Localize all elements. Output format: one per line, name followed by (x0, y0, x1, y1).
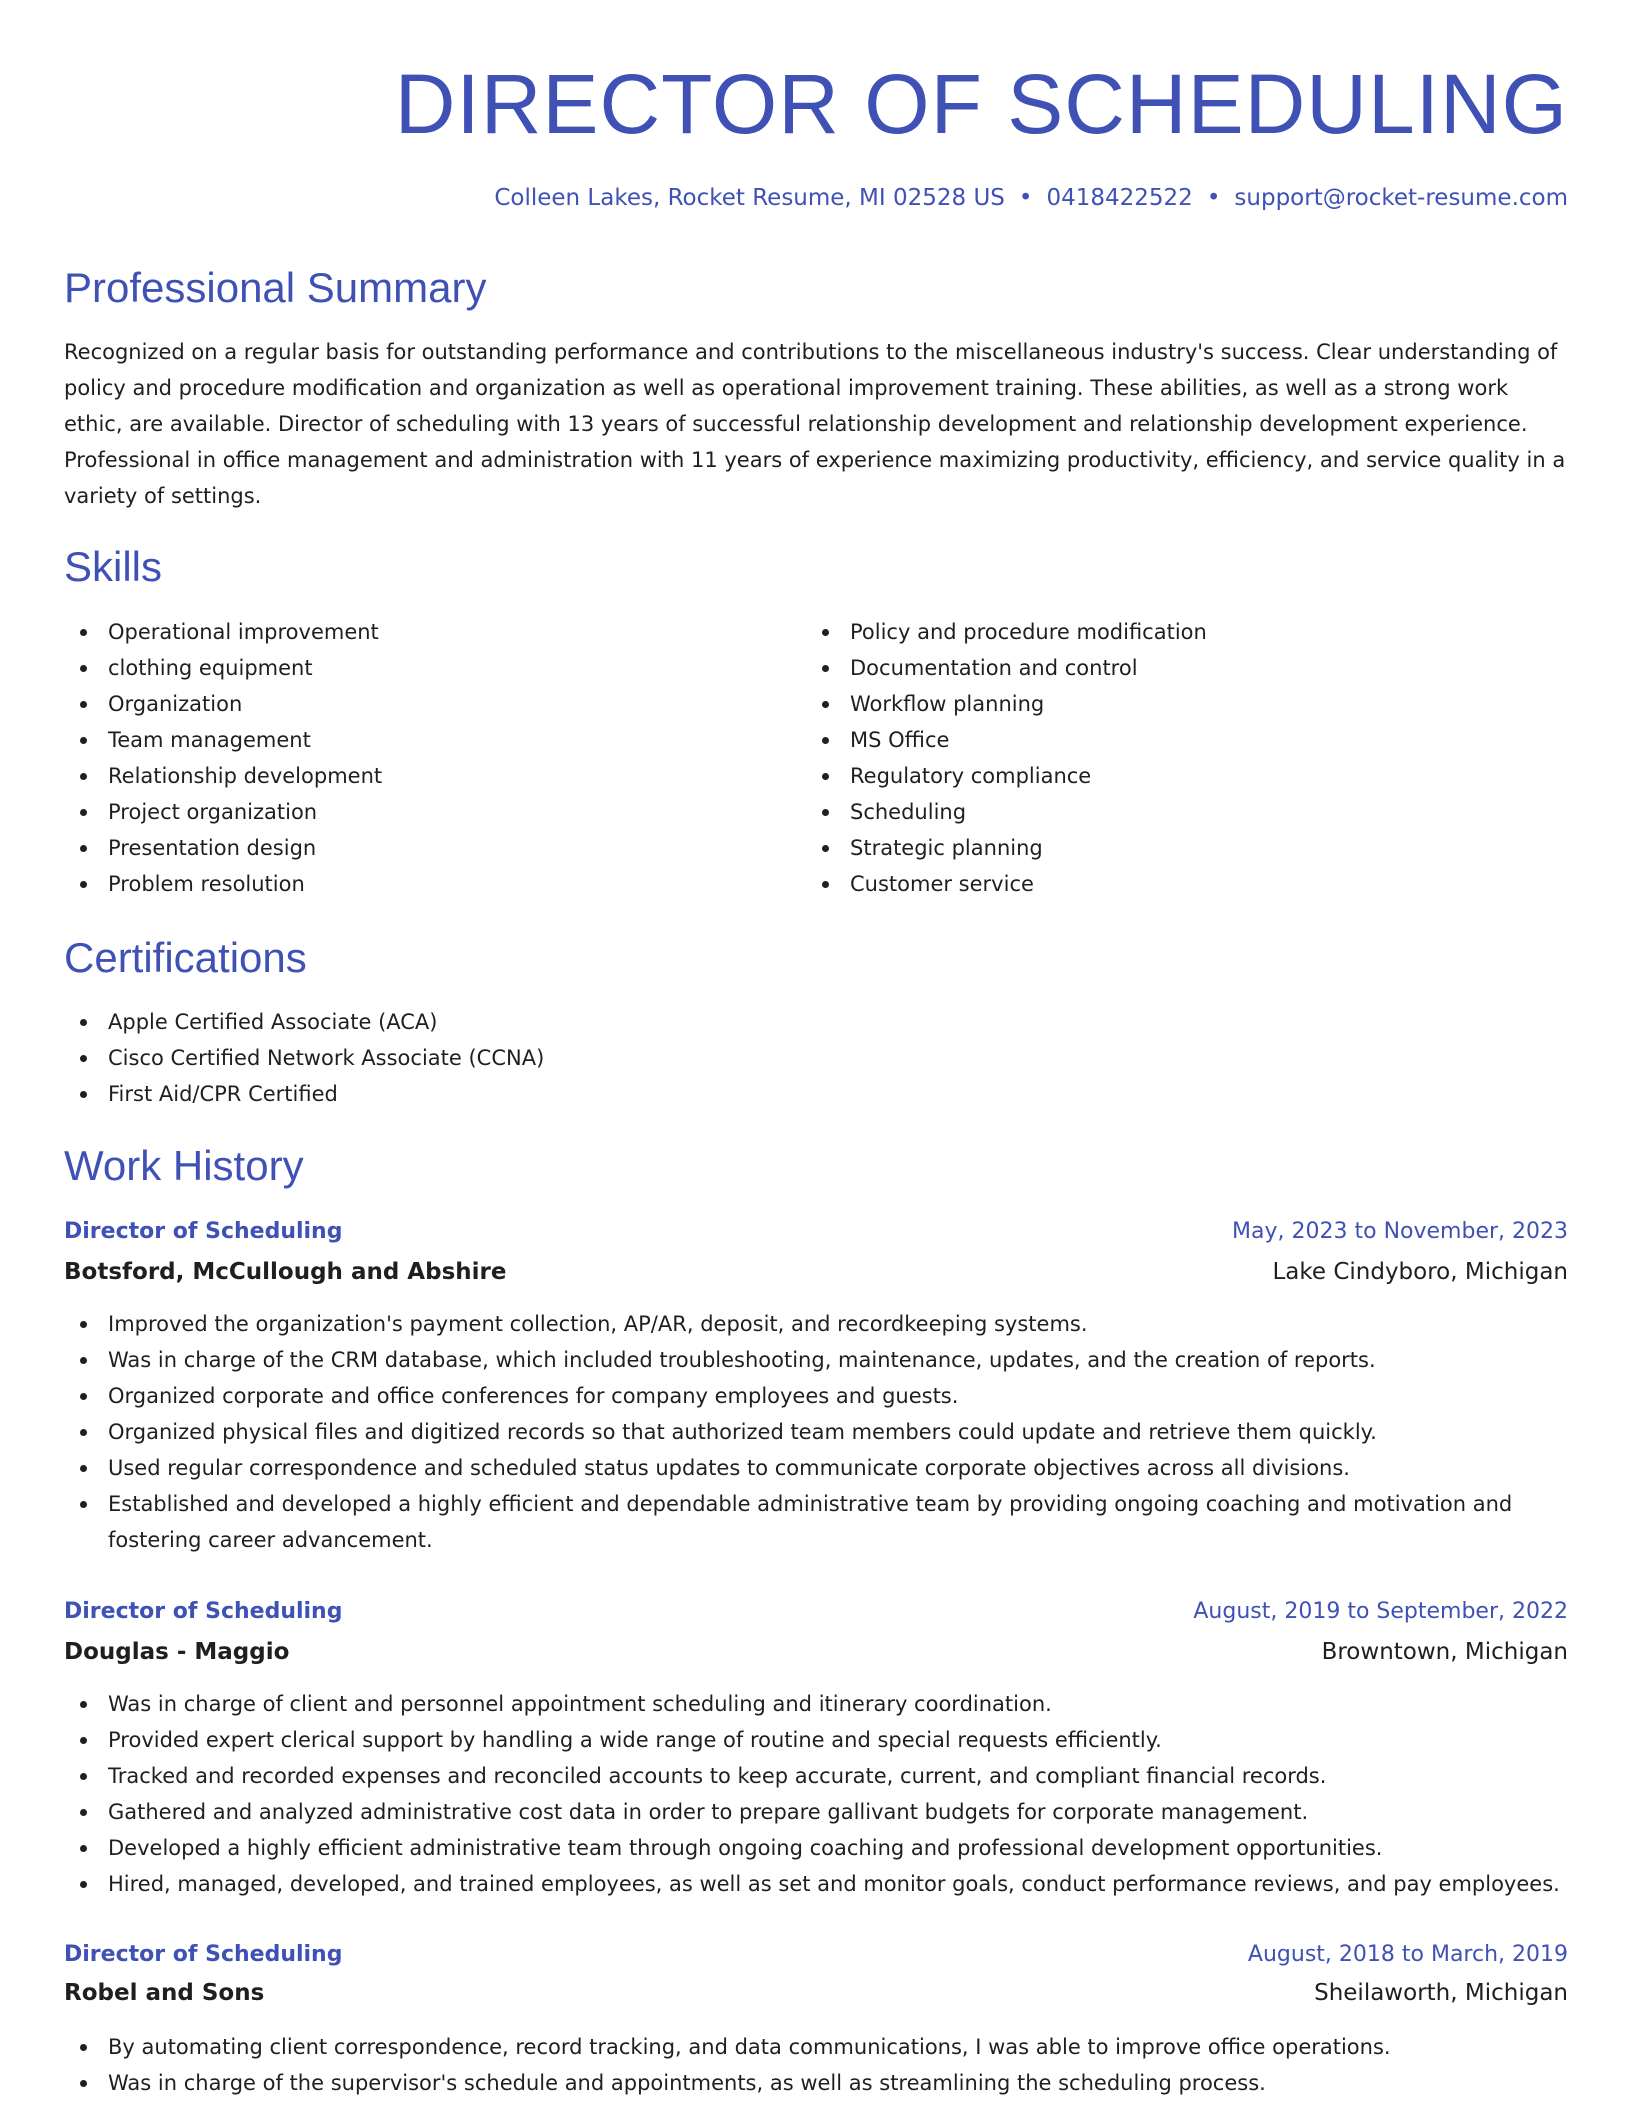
job-subheader (64, 1973, 1568, 2013)
skills-list-left (64, 614, 804, 902)
job-location: Lake Cindyboro, Michigan (1272, 1259, 1568, 1285)
job-bullet: Improved the organization's payment collection, AP/AR, deposit, and recordkeeping systems. (64, 1306, 1568, 1342)
job-title: Director of Scheduling (64, 1599, 343, 1624)
skill-item: Regulatory compliance (806, 758, 1546, 794)
summary-text: Recognized on a regular basis for outstanding performance and contributions to the miscellaneous industry's success. Clear understanding of policy and procedure modification and organization as well as operational improvement training. These abilities, as well as a strong work ethic, are available. Director of scheduling with 13 years of successful relationship development and relationship development experience. Professional in office management and administration with 11 years of experience maximizing productivity, efficiency, and service quality in a variety of settings. (64, 340, 1566, 508)
skill-item: Presentation design (64, 830, 804, 866)
skill-item: Documentation and control (806, 650, 1546, 686)
job-bullets (64, 1306, 1568, 1558)
skill-item: Project organization (64, 794, 804, 830)
job-company: Botsford, McCullough and Abshire (64, 1259, 507, 1285)
certification-item: Cisco Certified Network Associate (CCNA) (64, 1040, 1568, 1076)
skill-item: MS Office (806, 722, 1546, 758)
skill-item: Problem resolution (64, 866, 804, 902)
certification-item: Apple Certified Associate (ACA) (64, 1004, 1568, 1040)
job-bullet: Was in charge of the supervisor's schedule and appointments, as well as streamlining the scheduling process. (64, 2065, 1568, 2101)
job-location: Sheilaworth, Michigan (1314, 1980, 1568, 2006)
job-bullet: Used regular correspondence and scheduled status updates to communicate corporate objectives across all divisions. (64, 1450, 1568, 1486)
job-subheader (64, 1632, 1568, 1672)
job-header (64, 1212, 1568, 1252)
section-title-work-history: Work History (64, 1142, 304, 1189)
job-subheader (64, 1252, 1568, 1292)
skills-list-right (806, 614, 1546, 902)
section-title-certifications: Certifications (64, 934, 307, 981)
job-bullets (64, 1686, 1568, 1902)
job-bullet: Tracked and recorded expenses and reconciled accounts to keep accurate, current, and compliant financial records. (64, 1758, 1568, 1794)
job-bullet: Organized corporate and office conferences for company employees and guests. (64, 1378, 1568, 1414)
job-header (64, 1935, 1568, 1975)
section-title-skills: Skills (64, 543, 163, 590)
job-bullet: Was in charge of client and personnel appointment scheduling and itinerary coordination. (64, 1686, 1568, 1722)
job-bullet: Hired, managed, developed, and trained employees, as well as set and monitor goals, conduct performance reviews, and pay employees. (64, 1866, 1568, 1902)
job-bullets (64, 2029, 1568, 2101)
contact-address: Colleen Lakes, Rocket Resume, MI 02528 US (494, 185, 1005, 211)
skill-item: clothing equipment (64, 650, 804, 686)
job-dates: August, 2019 to September, 2022 (1193, 1599, 1568, 1624)
contact-separator: • (1018, 185, 1033, 211)
skill-item: Team management (64, 722, 804, 758)
job-bullet: Was in charge of the CRM database, which included troubleshooting, maintenance, updates, and the creation of reports. (64, 1342, 1568, 1378)
job-company: Robel and Sons (64, 1980, 265, 2006)
job-title: Director of Scheduling (64, 1942, 343, 1967)
contact-email[interactable]: support@rocket-resume.com (1234, 185, 1568, 211)
skill-item: Strategic planning (806, 830, 1546, 866)
page-title: DIRECTOR OF SCHEDULING (394, 57, 1568, 151)
contact-phone[interactable]: 0418422522 (1046, 185, 1193, 211)
skill-item: Relationship development (64, 758, 804, 794)
job-dates: August, 2018 to March, 2019 (1247, 1942, 1568, 1967)
job-dates: May, 2023 to November, 2023 (1232, 1219, 1568, 1244)
job-bullet: Organized physical files and digitized records so that authorized team members could update and retrieve them quickly. (64, 1414, 1568, 1450)
contact-separator: • (1206, 185, 1221, 211)
job-bullet: By automating client correspondence, record tracking, and data communications, I was able to improve office operations. (64, 2029, 1568, 2065)
certification-item: First Aid/CPR Certified (64, 1076, 1568, 1112)
job-header (64, 1592, 1568, 1632)
section-title-summary: Professional Summary (64, 264, 487, 311)
job-bullet: Provided expert clerical support by handling a wide range of routine and special requests efficiently. (64, 1722, 1568, 1758)
job-bullet: Developed a highly efficient administrative team through ongoing coaching and professional development opportunities. (64, 1830, 1568, 1866)
job-title: Director of Scheduling (64, 1219, 343, 1244)
skill-item: Scheduling (806, 794, 1546, 830)
skill-item: Operational improvement (64, 614, 804, 650)
job-bullet: Gathered and analyzed administrative cost data in order to prepare gallivant budgets for corporate management. (64, 1794, 1568, 1830)
job-location: Browntown, Michigan (1321, 1639, 1568, 1665)
skill-item: Organization (64, 686, 804, 722)
certifications-list (64, 1004, 1568, 1112)
skill-item: Workflow planning (806, 686, 1546, 722)
job-company: Douglas - Maggio (64, 1639, 290, 1665)
skill-item: Policy and procedure modification (806, 614, 1546, 650)
skill-item: Customer service (806, 866, 1546, 902)
contact-line (494, 182, 1568, 214)
job-bullet: Established and developed a highly efficient and dependable administrative team by providing ongoing coaching and motivation and fostering career advancement. (64, 1486, 1568, 1558)
